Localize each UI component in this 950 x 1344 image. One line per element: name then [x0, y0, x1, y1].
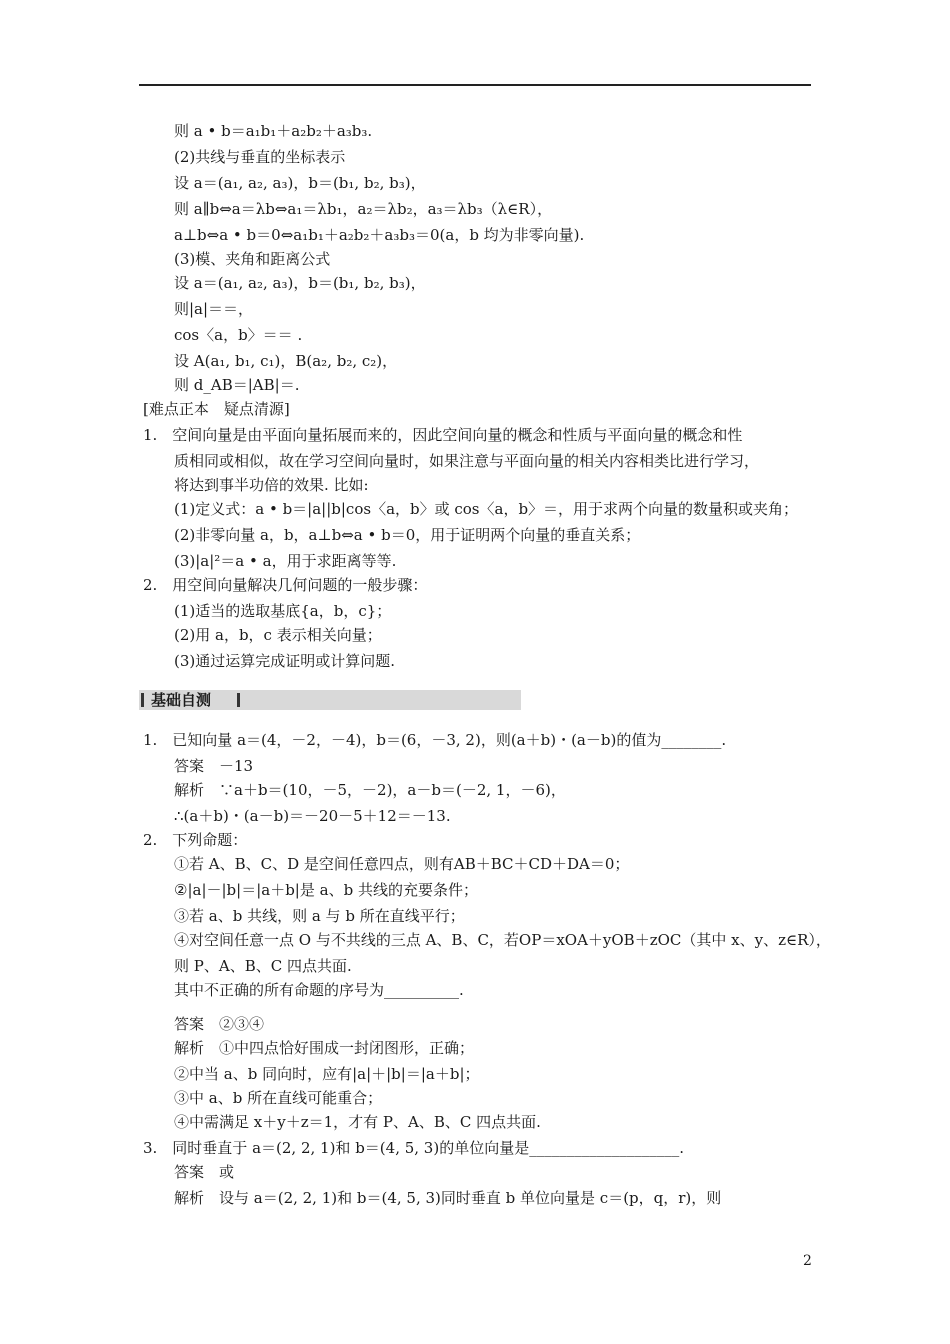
text-line: 解析 ∵a＋b＝(10，－5，－2)，a－b＝(－2, 1，－6)， — [174, 781, 566, 799]
page-number: 2 — [803, 1253, 812, 1269]
section-marker-right — [237, 693, 240, 707]
text-line: ④对空间任意一点 O 与不共线的三点 A、B、C，若OP＝xOA＋yOB＋zOC（其中 x、y、z∈R）， — [174, 931, 831, 949]
header-rule — [139, 84, 811, 86]
text-line: 2. 用空间向量解决几何问题的一般步骤： — [143, 576, 428, 594]
text-line: 质相同或相似，故在学习空间向量时，如果注意与平面向量的相关内容相类比进行学习， — [174, 452, 760, 470]
text-line: ③中 a、b 所在直线可能重合； — [174, 1089, 383, 1107]
text-line: 3. 同时垂直于 a＝(2, 2, 1)和 b＝(4, 5, 3)的单位向量是____________________. — [143, 1139, 684, 1157]
text-line: 其中不正确的所有命题的序号为__________. — [174, 981, 464, 999]
text-line: ①若 A、B、C、D 是空间任意四点，则有AB＋BC＋CD＋DA＝0； — [174, 855, 630, 873]
text-line: ∴(a＋b)・(a－b)＝－20－5＋12＝－13. — [174, 807, 451, 825]
text-line: 答案 ②③④ — [174, 1015, 265, 1033]
text-line: cos〈a，b〉＝＝ . — [174, 326, 303, 344]
text-line: 则|a|＝＝， — [174, 300, 254, 318]
text-line: 2. 下列命题： — [143, 831, 248, 849]
section-marker-left — [141, 693, 144, 707]
text-line: 解析 ①中四点恰好围成一封闭图形，正确； — [174, 1039, 475, 1057]
text-line: (3)模、夹角和距离公式 — [174, 250, 331, 268]
text-line: (2)用 a，b，c 表示相关向量； — [174, 626, 382, 644]
text-line: 解析 设与 a＝(2, 2, 1)和 b＝(4, 5, 3)同时垂直 b 单位向量是 c＝(p，q，r)，则 — [174, 1189, 722, 1207]
text-line: ②|a|－|b|＝|a＋b|是 a、b 共线的充要条件； — [174, 881, 478, 899]
text-line: 则 a∥b⇔a＝λb⇔a₁＝λb₁，a₂＝λb₂，a₃＝λb₃（λ∈R）， — [174, 200, 553, 218]
text-line: 则 d_AB＝|AB|＝. — [174, 376, 300, 394]
text-line: 则 P、A、B、C 四点共面. — [174, 957, 352, 975]
text-line: [难点正本 疑点清源] — [143, 400, 290, 418]
text-line: a⊥b⇔a • b＝0⇔a₁b₁＋a₂b₂＋a₃b₃＝0(a，b 均为非零向量). — [174, 226, 585, 244]
text-line: 设 a＝(a₁, a₂, a₃)，b＝(b₁, b₂, b₃)， — [174, 274, 426, 292]
text-line: ②中当 a、b 同向时，应有|a|＋|b|＝|a＋b|； — [174, 1065, 480, 1083]
text-line: 答案 －13 — [174, 757, 254, 775]
text-line: 1. 已知向量 a＝(4，－2，－4)，b＝(6，－3, 2)，则(a＋b)・(a－b)的值为________. — [143, 731, 727, 749]
text-line: 答案 或 — [174, 1163, 235, 1181]
text-line: (2)共线与垂直的坐标表示 — [174, 148, 346, 166]
text-line: (3)通过运算完成证明或计算问题. — [174, 652, 396, 670]
text-line: (1)适当的选取基底{a，b，c}； — [174, 602, 392, 620]
text-line: 1. 空间向量是由平面向量拓展而来的，因此空间向量的概念和性质与平面向量的概念和性 — [143, 426, 743, 444]
text-line: (3)|a|²＝a • a，用于求距离等等. — [174, 552, 397, 570]
text-line: 将达到事半功倍的效果. 比如: — [174, 476, 369, 494]
text-line: (1)定义式：a • b＝|a||b|cos〈a，b〉或 cos〈a，b〉＝，用于求两个向量的数量积或夹角； — [174, 500, 799, 518]
text-line: ③若 a、b 共线，则 a 与 b 所在直线平行； — [174, 907, 465, 925]
text-line: (2)非零向量 a，b，a⊥b⇔a • b＝0，用于证明两个向量的垂直关系； — [174, 526, 641, 544]
text-line: 设 A(a₁, b₁, c₁)，B(a₂, b₂, c₂)， — [174, 352, 398, 370]
text-line: ④中需满足 x＋y＋z＝1，才有 P、A、B、C 四点共面. — [174, 1113, 541, 1131]
section-title: 基础自测 — [151, 691, 212, 709]
text-line: 则 a • b＝a₁b₁＋a₂b₂＋a₃b₃. — [174, 122, 373, 140]
text-line: 设 a＝(a₁, a₂, a₃)，b＝(b₁, b₂, b₃)， — [174, 174, 426, 192]
section-header-bar — [139, 690, 521, 710]
